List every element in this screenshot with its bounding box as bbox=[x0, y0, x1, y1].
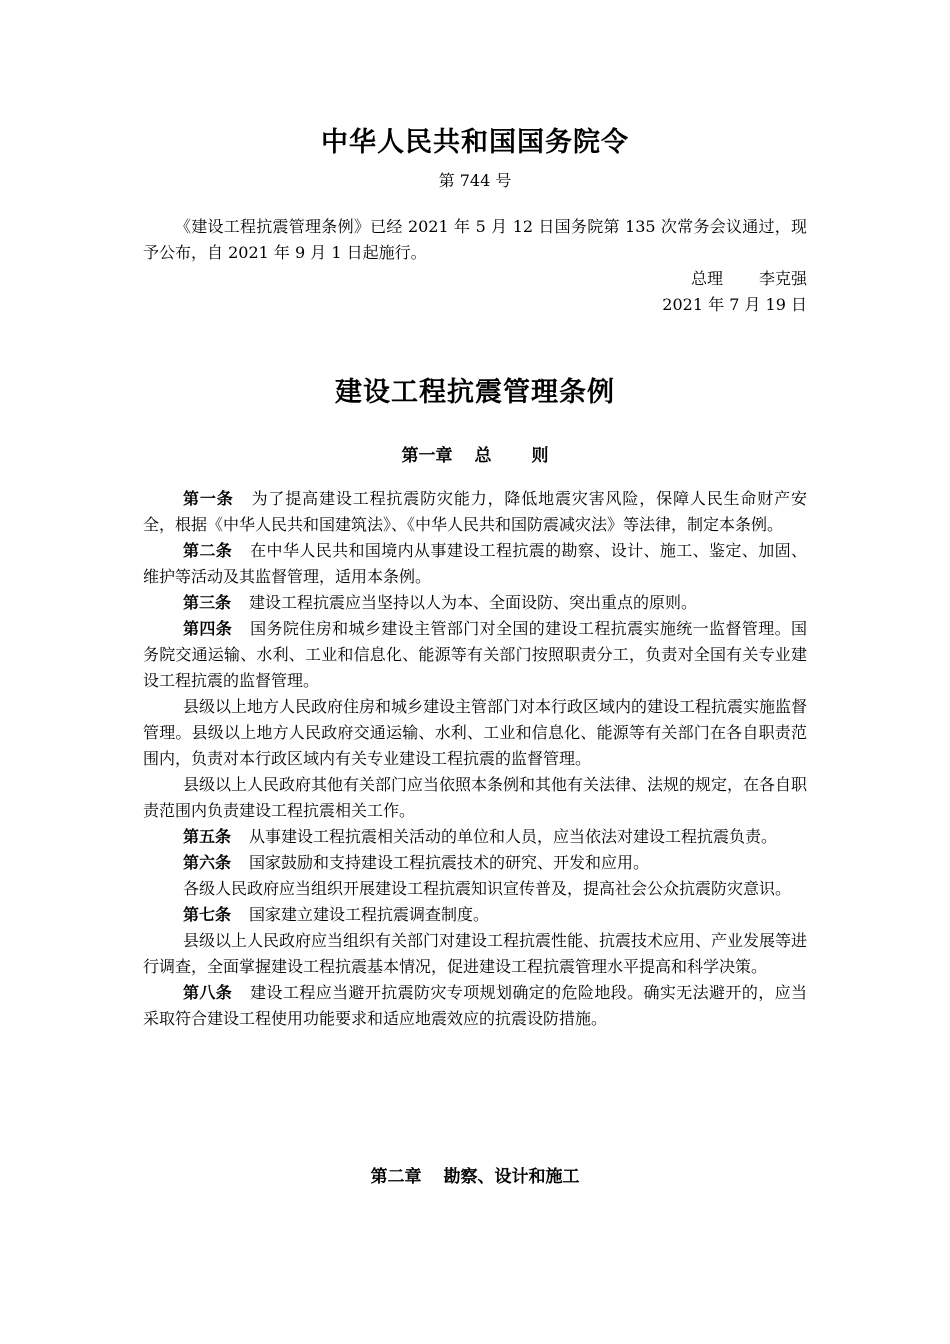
order-number: 第 744 号 bbox=[438, 171, 512, 190]
signature-date: 2021 年 7 月 19 日 bbox=[662, 295, 807, 314]
chapter-number: 第一章 bbox=[401, 446, 453, 466]
order-title: 中华人民共和国国务院令 bbox=[321, 127, 629, 158]
signer-title: 总理 bbox=[690, 269, 723, 288]
article-number: 第一条 bbox=[183, 489, 234, 508]
article-paragraph bbox=[143, 876, 807, 902]
article-paragraph bbox=[143, 772, 807, 824]
article-number: 第五条 bbox=[183, 827, 232, 846]
article-paragraph bbox=[143, 486, 807, 538]
article-paragraph bbox=[143, 694, 807, 772]
chapter-title-part: 总 bbox=[474, 446, 492, 466]
article-text: 建设工程抗震应当坚持以人为本、全面设防、突出重点的原则。 bbox=[249, 593, 698, 612]
article-text: 在中华人民共和国境内从事建设工程抗震的勘察、设计、施工、鉴定、加固、维护等活动及其监督管理，适用本条例。 bbox=[143, 541, 807, 586]
article-number: 第三条 bbox=[183, 593, 232, 612]
signature-line bbox=[500, 266, 807, 289]
article-text: 建设工程应当避开抗震防灾专项规划确定的危险地段。确实无法避开的，应当采取符合建设工程使用功能要求和适应地震效应的抗震设防措施。 bbox=[143, 983, 807, 1028]
article-paragraph bbox=[143, 824, 807, 850]
article-paragraph bbox=[143, 928, 807, 980]
article-text: 县级以上人民政府其他有关部门应当依照本条例和其他有关法律、法规的规定，在各自职责范围内负责建设工程抗震相关工作。 bbox=[143, 775, 808, 820]
chapter-heading-1 bbox=[0, 441, 950, 466]
article-text: 为了提高建设工程抗震防灾能力，降低地震灾害风险，保障人民生命财产安全，根据《中华人民共和国建筑法》、《中华人民共和国防震减灾法》等法律，制定本条例。 bbox=[143, 489, 807, 534]
chapter-heading-2 bbox=[0, 1162, 950, 1187]
article-paragraph bbox=[143, 850, 807, 876]
promulgation-text: 《建设工程抗震管理条例》已经 2021 年 5 月 12 日国务院第 135 次常务会议通过，现予公布，自 2021 年 9 月 1 日起施行。 bbox=[143, 217, 807, 262]
article-paragraph bbox=[143, 538, 807, 590]
article-number: 第六条 bbox=[183, 853, 232, 872]
article-paragraph bbox=[143, 980, 807, 1032]
article-text: 国务院住房和城乡建设主管部门对全国的建设工程抗震实施统一监督管理。国务院交通运输、水利、工业和信息化、能源等有关部门按照职责分工，负责对全国有关专业建设工程抗震的监督管理。 bbox=[143, 619, 807, 690]
articles-body bbox=[143, 486, 807, 1032]
article-text: 各级人民政府应当组织开展建设工程抗震知识宣传普及，提高社会公众抗震防灾意识。 bbox=[183, 879, 792, 898]
article-text: 县级以上地方人民政府住房和城乡建设主管部门对本行政区域内的建设工程抗震实施监督管理。县级以上地方人民政府交通运输、水利、工业和信息化、能源等有关部门在各自职责范围内，负责对本行政区域内有关专业建设工程抗震的监督管理。 bbox=[143, 697, 808, 768]
article-text: 国家鼓励和支持建设工程抗震技术的研究、开发和应用。 bbox=[249, 853, 650, 872]
signer-name: 李克强 bbox=[758, 269, 807, 288]
article-text: 从事建设工程抗震相关活动的单位和人员，应当依法对建设工程抗震负责。 bbox=[249, 827, 778, 846]
article-text: 国家建立建设工程抗震调查制度。 bbox=[249, 905, 490, 924]
article-paragraph bbox=[143, 590, 807, 616]
regulation-title: 建设工程抗震管理条例 bbox=[335, 377, 615, 408]
article-number: 第七条 bbox=[183, 905, 232, 924]
article-text: 县级以上人民政府应当组织有关部门对建设工程抗震性能、抗震技术应用、产业发展等进行调查，全面掌握建设工程抗震基本情况，促进建设工程抗震管理水平提高和科学决策。 bbox=[143, 931, 808, 976]
article-paragraph bbox=[143, 902, 807, 928]
chapter-title-part: 则 bbox=[531, 446, 549, 466]
article-number: 第四条 bbox=[183, 619, 233, 638]
article-number: 第二条 bbox=[183, 541, 233, 560]
article-number: 第八条 bbox=[183, 983, 233, 1002]
chapter-title: 勘察、设计和施工 bbox=[443, 1167, 580, 1187]
chapter-number: 第二章 bbox=[370, 1167, 422, 1187]
article-paragraph bbox=[143, 616, 807, 694]
